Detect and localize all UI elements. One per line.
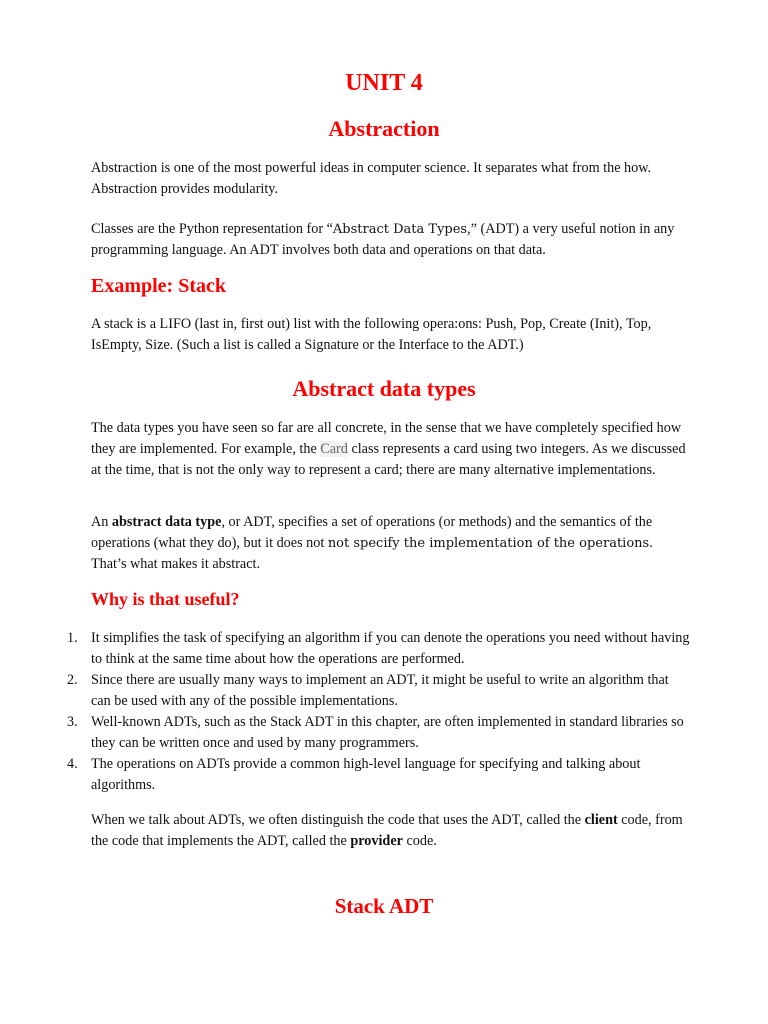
abstraction-heading: Abstraction — [328, 116, 440, 141]
list-item — [67, 628, 691, 670]
client-provider-paragraph — [91, 810, 691, 852]
example-stack-heading: Example: Stack — [91, 275, 226, 297]
adt-p1-after: class represents a card using two integers. As we discussed at the time, that is not the only way to represent a card; there are many alternative implementations. — [91, 441, 686, 478]
list-text: Well-known ADTs, such as the Stack ADT in this chapter, are often implemented in standard libraries so they can be written once and used by many programmers. — [91, 714, 684, 751]
example-stack-paragraph: A stack is a LIFO (last in, first out) list with the following opera:ons: Push, Pop, Create (Init), Top, IsEmpty, Size. (Such a list is called a Signature or the Interface to the ADT.) — [91, 316, 652, 353]
list-text: The operations on ADTs provide a common high-level language for specifying and talking about algorithms. — [91, 756, 641, 793]
cp-end: code. — [402, 833, 437, 849]
why-useful-list — [67, 628, 691, 796]
list-text: It simplifies the task of specifying an algorithm if you can denote the operations you need without having to think at the same time about how the operations are performed. — [91, 630, 690, 667]
adt-paragraph-2 — [91, 512, 691, 575]
list-number: 1. — [67, 630, 78, 646]
adt-p2-alt-font: not specify the implementation of the operations — [327, 536, 650, 551]
list-item — [67, 712, 691, 754]
cp-mid: code, from the code that implements the ADT, called the — [91, 812, 683, 849]
list-number: 2. — [67, 672, 78, 688]
provider-term: provider — [350, 833, 403, 849]
unit-title: UNIT 4 — [345, 70, 423, 96]
adt-p2-mid: , or ADT, specifies a set of operations (or methods) and the semantics of the operations (what they do), but it does not — [91, 514, 653, 551]
adt-p2-end: . That’s what makes it abstract. — [91, 535, 653, 572]
card-class-name: Card — [320, 441, 348, 457]
para2-after: ,” (ADT) a very useful notion in any programming language. An ADT involves both data and operations on that data. — [91, 221, 675, 258]
adt-paragraph-1 — [91, 418, 691, 481]
client-term: client — [584, 812, 618, 828]
list-item — [67, 754, 691, 796]
stack-adt-heading: Stack ADT — [334, 894, 434, 918]
adt-term: Abstract Data Types — [332, 222, 468, 237]
adt-p1-before: The data types you have seen so far are all concrete, in the sense that we have completely specified how they are implemented. For example, the — [91, 420, 682, 457]
list-number: 3. — [67, 714, 78, 730]
adt-p2-an: An — [91, 514, 112, 530]
abstraction-paragraph-1: Abstraction is one of the most powerful ideas in computer science. It separates what from the how. Abstraction provides modularity. — [91, 160, 652, 197]
list-item — [67, 670, 691, 712]
list-number: 4. — [67, 756, 78, 772]
abstraction-paragraph-2 — [91, 219, 691, 261]
abstract-data-types-heading: Abstract data types — [292, 376, 476, 401]
abstract-data-type-term: abstract data type — [111, 514, 222, 530]
why-useful-heading: Why is that useful? — [91, 589, 240, 609]
cp-before: When we talk about ADTs, we often distinguish the code that uses the ADT, called the — [91, 812, 585, 828]
list-text: Since there are usually many ways to implement an ADT, it might be useful to write an algorithm that can be used with any of the possible implementations. — [91, 672, 669, 709]
para2-before: Classes are the Python representation for “ — [91, 221, 333, 237]
